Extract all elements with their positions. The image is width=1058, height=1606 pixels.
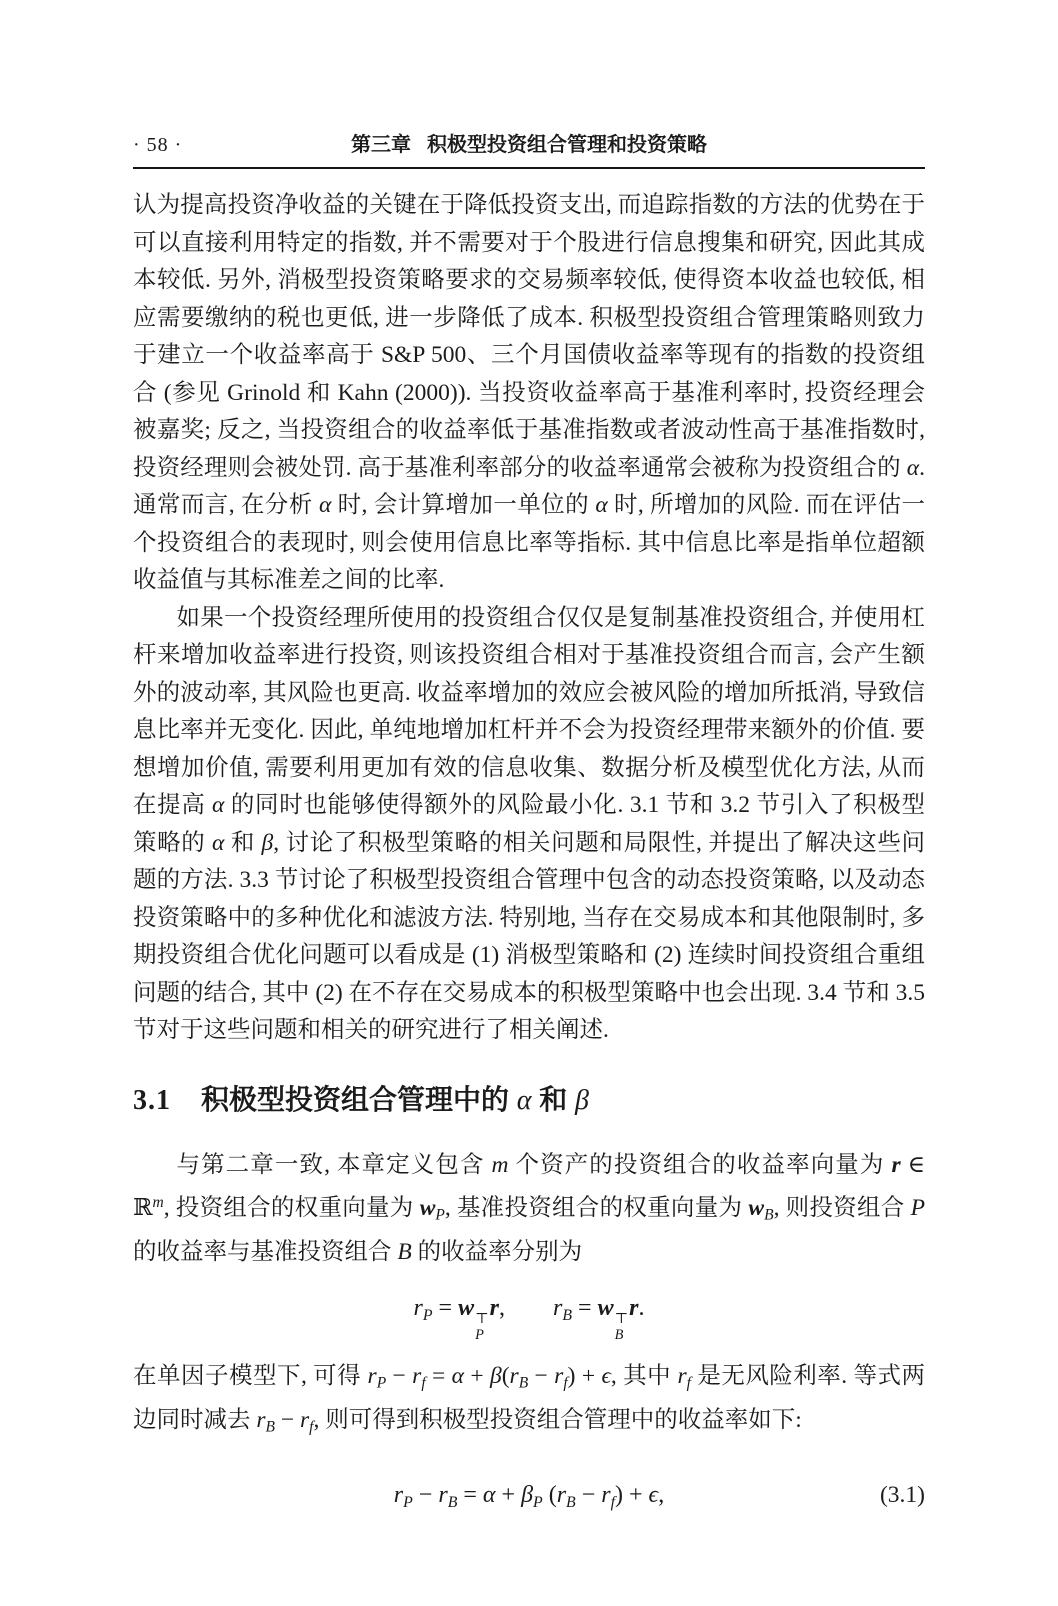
paragraph-1: 认为提高投资净收益的关键在于降低投资支出, 而追踪指数的方法的优势在于可以直接利用特定的指数, 并不需要对于个股进行信息搜集和研究, 因此其成本较低. 另外, 消极型投资策略要求的交易频率较低, 使得资本收益也较低, 相应需要缴纳的税也更低, 进一步降低了成本. 积极型投资组合管理策略则致力于建立一个收益率高于 S&P 500、三个月国债收益率等现有的指数的投资组合 (参见 Grinold 和 Kahn (2000)). 当投资收益率高于基准利率时, 投资经理会被嘉奖; 反之, 当投资组合的收益率低于基准指数或者波动性高于基准指数时, 投资经理则会被处罚. 高于基准利率部分的收益率通常会被称为投资组合的 α. 通常而言, 在分析 α 时, 会计算增加一单位的 α 时, 所增加的风险. 而在评估一个投资组合的表现时, 则会使用信息比率等指标. 其中信息比率是指单位超额收益值与其标准差之间的比率. — [133, 192, 926, 593]
equation-portfolio-returns: rP = w ⊤ P r, rB = w ⊤ B r. — [413, 1295, 645, 1344]
paragraph-2: 如果一个投资经理所使用的投资组合仅仅是复制基准投资组合, 并使用杠杆来增加收益率进行投资, 则该投资组合相对于基准投资组合而言, 会产生额外的波动率, 其风险也更高. 收益率增加的效应会被风险的增加所抵消, 导致信息比率并无变化. 因此, 单纯地增加杠杆并不会为投资经理带来额外的价值. 要想增加价值, 需要利用更加有效的信息收集、数据分析及模型优化方法, 从而在提高 α 的同时也能够使得额外的风险最小化. 3.1 节和 3.2 节引入了积极型策略的 α 和 β, 讨论了积极型策略的相关问题和局限性, 并提出了解决这些问题的方法. 3.3 节讨论了积极型投资组合管理中包含的动态投资策略, 以及动态投资策略中的多种优化和滤波方法. 特别地, 当存在交易成本和其他限制时, 多期投资组合优化问题可以看成是 (1) 消极型策略和 (2) 连续时间投资组合重组问题的结合, 其中 (2) 在不存在交易成本的积极型策略中也会出现. 3.4 节和 3.5 节对于这些问题和相关的研究进行了相关阐述. — [133, 604, 926, 1043]
section-title: 积极型投资组合管理中的 α 和 β — [201, 1083, 589, 1116]
equation-3-1-body: rP − rB = α + βP (rB − rf) + ϵ, — [393, 1482, 665, 1512]
header-rule — [133, 167, 925, 169]
section-number: 3.1 — [133, 1084, 171, 1116]
page-body — [133, 187, 925, 1524]
running-head — [133, 130, 925, 160]
equation-3-1 — [133, 1474, 925, 1524]
page-header — [133, 130, 925, 160]
page-number: · 58 · — [133, 134, 183, 156]
chapter-title: 积极型投资组合管理和投资策略 — [427, 134, 707, 156]
paragraph-3: 与第二章一致, 本章定义包含 m 个资产的投资组合的收益率向量为 r ∈ ℝ$^m$, 投资组合的权重向量为 wP, 基准投资组合的权重向量为 wB, 则投资组合 P 的收益率与基准投资组合 B 的收益率分别为 — [133, 1151, 926, 1265]
equation-3-1-number: (3.1) — [879, 1482, 925, 1509]
paragraph-4: 在单因子模型下, 可得 rP − rf = α + β(rB − rf) + ϵ, 其中 rf 是无风险利率. 等式两边同时减去 rB − rf, 则可得到积极型投资组合管理中的收益率如下: — [133, 1362, 926, 1436]
chapter-label: 第三章 — [351, 134, 411, 156]
section-heading-3-1 — [133, 1080, 925, 1121]
